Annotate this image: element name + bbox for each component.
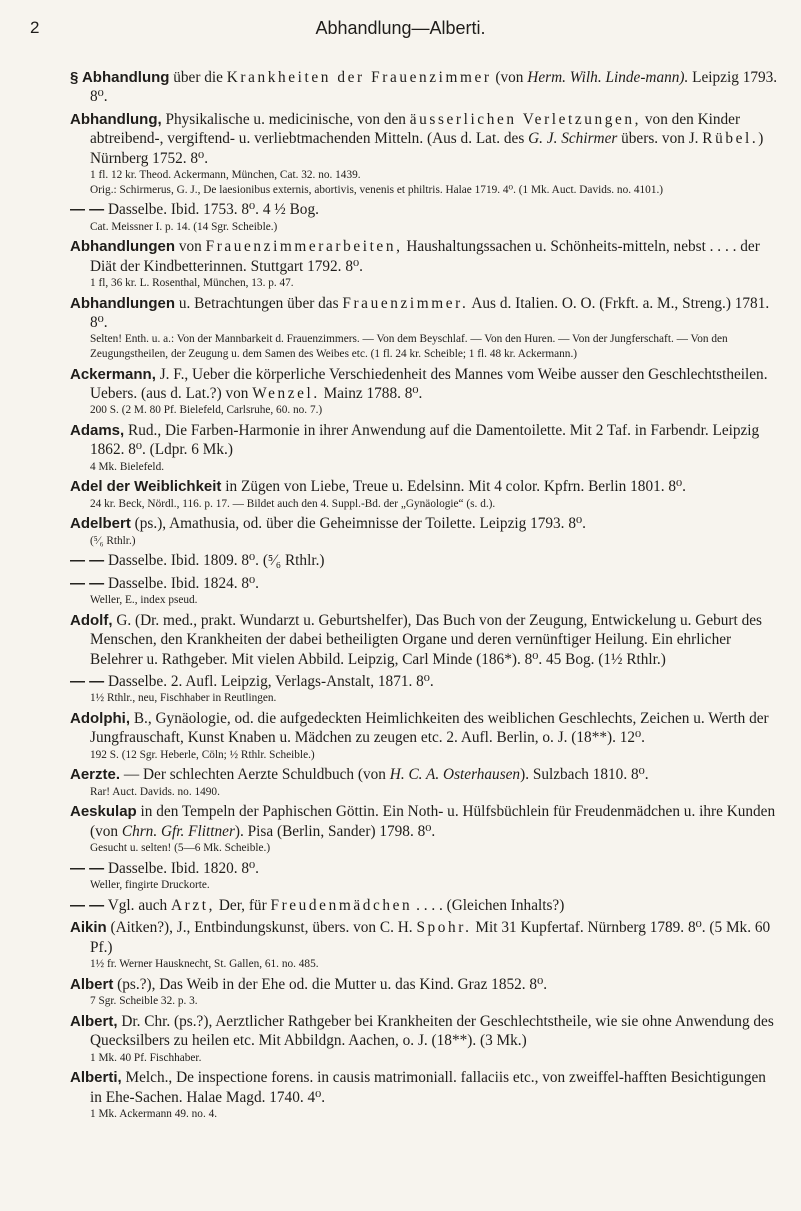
- italic-author: G. J. Schirmer: [528, 130, 618, 148]
- entry-text: [70, 709, 780, 748]
- spaced-emphasis: Rübel.: [702, 130, 759, 148]
- entry-body-text: — Der schlechten Aerzte Schuldbuch (von: [120, 766, 390, 784]
- entry-text: [70, 975, 780, 994]
- entry-text: [70, 365, 780, 404]
- entry-body-text: Rud., Die Farben-Harmonie in ihrer Anwendung auf die Damentoilette. Mit 2 Taf. in Farbendr. Leipzig 1862. 8⁰. (Ldpr. 6 Mk.): [90, 422, 760, 459]
- entry-text: [70, 918, 780, 957]
- entry-body-text: Mainz 1788. 8⁰.: [319, 385, 423, 403]
- entry-note: 200 S. (2 M. 80 Pf. Bielefeld, Carlsruhe, 60. no. 7.): [90, 404, 323, 417]
- entry-text: [70, 237, 780, 276]
- entry-headword: Adolf,: [70, 611, 113, 629]
- bibliography-entry: [70, 672, 780, 706]
- entry-body-text: (von: [491, 69, 528, 86]
- entry-body-text: Dasselbe. 2. Aufl. Leipzig, Verlags-Anstalt, 1871. 8⁰.: [104, 673, 434, 691]
- entry-text: [70, 574, 780, 593]
- entry-body-text: Leipzig 1793. 8⁰.: [90, 69, 778, 106]
- bibliography-entry: [70, 551, 780, 570]
- bibliography-entry: [70, 1068, 780, 1121]
- entry-note: Gesucht u. selten! (5—6 Mk. Scheible.): [90, 842, 271, 855]
- entry-text: [70, 110, 780, 168]
- entry-note: 24 kr. Beck, Nördl., 116. p. 17. — Bildet auch den 4. Suppl.-Bd. der „Gynäologie“ (s. d.).: [90, 497, 496, 510]
- bibliography-entry: [70, 237, 780, 290]
- entry-body-text: Mit 31 Kupfertaf. Nürnberg 1789. 8⁰. (5 Mk. 60 Pf.): [90, 919, 771, 956]
- entry-text: [70, 477, 780, 496]
- entry-text: [70, 859, 780, 878]
- page-number: 2: [30, 18, 40, 37]
- entry-note: Weller, E., index pseud.: [90, 594, 198, 607]
- entry-text: [70, 294, 780, 333]
- bibliography-entry: [70, 1012, 780, 1065]
- bibliography-entry: [70, 918, 780, 971]
- spaced-emphasis: Freudenmädchen: [270, 896, 413, 914]
- entry-body-text: von den Kinder abtreibend-, vergiftend- u. verliebtmachenden Mitteln. (Aus d. Lat. des: [90, 110, 741, 148]
- entry-headword: Albert,: [70, 1012, 118, 1030]
- entry-note: Rar! Auct. Davids. no. 1490.: [90, 785, 220, 798]
- bibliography-entry: [70, 765, 780, 799]
- entry-text: [70, 1012, 780, 1051]
- entry-body-text: Physikalische u. medicinische, von den: [161, 110, 410, 128]
- entry-note: Orig.: Schirmerus, G. J., De laesionibus externis, abortivis, venenis et philtris. Halae 1719. 4⁰. (1 Mk. Auct. Davids. no. 4101.): [90, 183, 664, 196]
- italic-author: H. C. A. Osterhausen: [389, 766, 521, 784]
- entry-headword: Albert: [70, 975, 114, 993]
- entry-text: [70, 672, 780, 691]
- entry-note: 7 Sgr. Scheible 32. p. 3.: [90, 995, 198, 1008]
- entry-text: [70, 68, 780, 107]
- bibliography-entry: [70, 574, 780, 608]
- entry-body-text: Dasselbe. Ibid. 1820. 8⁰.: [104, 859, 260, 877]
- entry-body-text: übers. von J.: [617, 130, 703, 148]
- entry-note: (⁵⁄₆ Rthlr.): [90, 534, 136, 547]
- entry-headword: — —: [70, 896, 105, 914]
- italic-author: Herm. Wilh. Linde-mann).: [527, 69, 689, 86]
- bibliography-entry: [70, 421, 780, 474]
- bibliography-entry: [70, 859, 780, 893]
- entry-headword: Adolphi,: [70, 710, 130, 728]
- entry-headword: Abhandlungen: [70, 294, 175, 312]
- bibliography-entry: [70, 896, 780, 915]
- entry-body-text: Vgl. auch: [104, 896, 172, 914]
- entry-headword: — —: [70, 859, 105, 877]
- entry-body-text: Der, für: [215, 896, 271, 914]
- spaced-emphasis: Frauenzimmerarbeiten,: [205, 238, 403, 256]
- entry-body-text: (Aitken?), J., Entbindungskunst, übers. von C. H.: [106, 919, 417, 937]
- bibliography-entry: [70, 611, 780, 669]
- entry-body-text: Dasselbe. Ibid. 1753. 8⁰. 4 ½ Bog.: [104, 201, 319, 219]
- bibliography-entry: [70, 802, 780, 855]
- spaced-emphasis: Frauenzimmer.: [342, 294, 469, 312]
- entry-body-text: (ps.?), Das Weib in der Ehe od. die Mutter u. das Kind. Graz 1852. 8⁰.: [113, 975, 548, 993]
- entry-note: 1½ Rthlr., neu, Fischhaber in Reutlingen.: [90, 692, 277, 705]
- entry-headword: Adel der Weiblichkeit: [70, 478, 222, 496]
- entry-note: Weller, fingirte Druckorte.: [90, 879, 210, 892]
- entry-note: 1 fl, 36 kr. L. Rosenthal, München, 13. p. 47.: [90, 277, 294, 290]
- entry-body-text: Melch., De inspectione forens. in causis matrimoniall. fallaciis etc., von zweiffel-hafften Besichtigungen in Ehe-Sachen. Halae Magd. 1740. 4⁰.: [90, 1069, 766, 1106]
- entry-headword: — —: [70, 673, 105, 691]
- entry-body-text: (ps.), Amathusia, od. über die Geheimnisse der Toilette. Leipzig 1793. 8⁰.: [130, 515, 586, 533]
- entry-note: 1 Mk. Ackermann 49. no. 4.: [90, 1107, 218, 1120]
- entry-text: [70, 611, 780, 669]
- entry-note: 1 fl. 12 kr. Theod. Ackermann, München, Cat. 32. no. 1439.: [90, 169, 361, 182]
- spaced-emphasis: Arzt,: [171, 896, 216, 914]
- entry-text: [70, 200, 780, 219]
- entry-note: Cat. Meissner I. p. 14. (14 Sgr. Scheible.): [90, 220, 278, 233]
- bibliography-entry: [70, 365, 780, 418]
- entry-body-text: G. (Dr. med., prakt. Wundarzt u. Geburtshelfer), Das Buch von der Zeugung, Entwickelung u. Geburt des Menschen, den Krankheiten der dabei betheiligten Organe und deren vernünftiger Heilung. Ein ehrlicher Belehrer u. Rathgeber. Mit vielen Abbild. Leipzig, Carl Minde (186*). 8⁰. 45 Bog. (1½ Rthlr.): [90, 611, 762, 668]
- entry-body-text: in Zügen von Liebe, Treue u. Edelsinn. Mit 4 color. Kpfrn. Berlin 1801. 8⁰.: [221, 478, 686, 496]
- spaced-emphasis: Wenzel.: [252, 385, 320, 403]
- entry-note: 4 Mk. Bielefeld.: [90, 460, 165, 473]
- bibliography-entry: [70, 477, 780, 511]
- entry-headword: Aeskulap: [70, 803, 137, 821]
- entry-body-text: Aus d. Italien. O. O. (Frkft. a. M., Streng.) 1781. 8⁰.: [90, 294, 770, 332]
- entry-body-text: Dr. Chr. (ps.?), Aerztlicher Rathgeber bei Krankheiten der Geschlechtstheile, wie sie ohne Anwendung des Quecksilbers zu heilen etc. Mit Abbildgn. Aachen, o. J. (18**). (3 Mk.): [90, 1012, 774, 1050]
- entry-note: 1 Mk. 40 Pf. Fischhaber.: [90, 1051, 202, 1064]
- entry-body-text: J. F., Ueber die körperliche Verschiedenheit des Mannes vom Weibe ausser den Geschlechtstheilen. Uebers. (aus d. Lat.?) von: [90, 365, 768, 403]
- entry-body-text: u. Betrachtungen über das: [175, 294, 343, 312]
- entry-headword: Adams,: [70, 422, 125, 440]
- entry-body-text: Haushaltungssachen u. Schönheits-mitteln, nebst . . . . der Diät der Kindbetterinnen. Stuttgart 1792. 8⁰.: [90, 238, 760, 275]
- entry-headword: Aikin: [70, 919, 107, 937]
- bibliography-entry: [70, 200, 780, 234]
- bibliography-entry: [70, 709, 780, 762]
- entry-note: 1½ fr. Werner Hausknecht, St. Gallen, 61. no. 485.: [90, 958, 319, 971]
- entry-text: [70, 765, 780, 784]
- running-head: Abhandlung—Alberti.: [315, 18, 486, 38]
- bibliography-entry: [70, 975, 780, 1009]
- entry-note: 192 S. (12 Sgr. Heberle, Cöln; ½ Rthlr. Scheible.): [90, 748, 315, 761]
- entry-text: [70, 514, 780, 533]
- entry-text: [70, 896, 780, 915]
- entry-body-text: ) Nürnberg 1752. 8⁰.: [90, 130, 764, 167]
- bibliography-entries: [70, 68, 780, 1125]
- spaced-emphasis: äusserlichen Verletzungen,: [409, 110, 642, 128]
- entry-body-text: über die: [169, 69, 227, 86]
- spaced-emphasis: Spohr.: [416, 919, 472, 937]
- entry-body-text: . . . . (Gleichen Inhalts?): [412, 896, 565, 914]
- entry-body-text: Dasselbe. Ibid. 1809. 8⁰. (⁵⁄₆ Rthlr.): [104, 552, 325, 570]
- entry-headword: Adelbert: [70, 515, 131, 533]
- entry-body-text: ). Sulzbach 1810. 8⁰.: [520, 766, 649, 784]
- entry-headword: Aerzte.: [70, 766, 121, 784]
- entry-headword: — —: [70, 574, 105, 592]
- entry-headword: § Abhandlung: [70, 69, 170, 86]
- bibliography-entry: [70, 514, 780, 548]
- italic-author: Chrn. Gfr. Flittner: [121, 822, 235, 840]
- entry-text: [70, 421, 780, 460]
- entry-note: Selten! Enth. u. a.: Von der Mannbarkeit d. Frauenzimmers. — Von dem Beyschlaf. — Von den Huren. — Von der Jungferschaft. — Von den Zeugungstheilen, der Zeugung u. dem Samen des Weibes etc. (1 fl. 24 kr. Scheible; 1 fl. 48 kr. Ackermann.): [90, 333, 728, 361]
- bibliography-entry: [70, 68, 780, 107]
- entry-body-text: von: [175, 238, 206, 256]
- entry-headword: Abhandlungen: [70, 238, 175, 256]
- entry-body-text: ). Pisa (Berlin, Sander) 1798. 8⁰.: [234, 822, 436, 840]
- entry-headword: Abhandlung,: [70, 110, 162, 128]
- spaced-emphasis: Krankheiten der Frauenzimmer: [226, 69, 492, 86]
- entry-headword: Ackermann,: [70, 365, 156, 383]
- entry-headword: — —: [70, 201, 105, 219]
- entry-body-text: Dasselbe. Ibid. 1824. 8⁰.: [104, 574, 260, 592]
- entry-headword: Alberti,: [70, 1069, 122, 1087]
- entry-body-text: B., Gynäologie, od. die aufgedeckten Heimlichkeiten des weiblichen Geschlechts, Zeichen u. Werth der Jungfrauschaft, Kunst Knaben u. Mädchen zu zeugen etc. 2. Aufl. Berlin, o. J. (18**). 12⁰.: [90, 710, 769, 747]
- entry-body-text: in den Tempeln der Paphischen Göttin. Ein Noth- u. Hülfsbüchlein für Freudenmädchen u. ihre Kunden (von: [90, 803, 776, 840]
- entry-text: [70, 802, 780, 841]
- bibliography-entry: [70, 110, 780, 197]
- entry-headword: — —: [70, 552, 105, 570]
- entry-text: [70, 1068, 780, 1107]
- bibliography-entry: [70, 294, 780, 362]
- entry-text: [70, 551, 780, 570]
